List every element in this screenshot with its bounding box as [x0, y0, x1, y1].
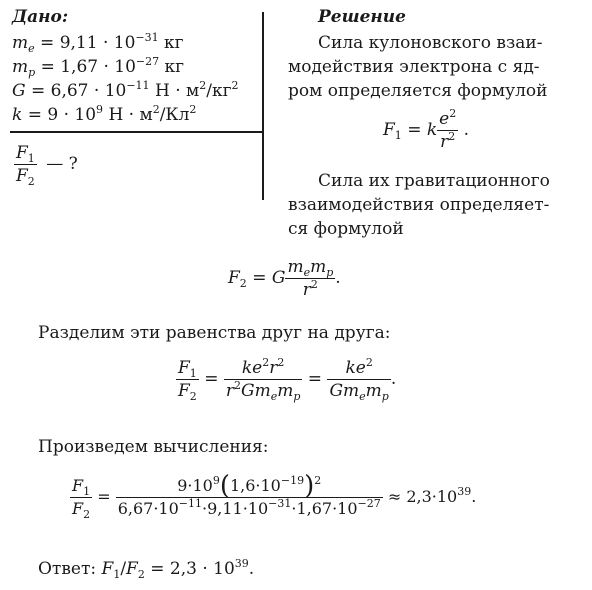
- given-separator: [10, 131, 264, 133]
- para1-line3: ром определяется формулой: [288, 81, 548, 101]
- formula-ratio: $\frac{F_1}{F_2}$ = $\frac{ke^2r^2}{r^2Gm_em_p}$ = $\frac{ke^2}{Gm_em_p}$ .: [178, 356, 397, 403]
- para2-line3: ся формулой: [288, 219, 404, 239]
- para1-line2: модействия электрона с яд-: [288, 57, 540, 77]
- given-me: $m_e = 9,11 \cdot 10^{-31}$ кг: [12, 31, 184, 55]
- given-G: $G = 6,67 \cdot 10^{-11}$ $Н \cdot м^2/кг^2$: [12, 79, 239, 101]
- formula-compute: $\frac{F_1}{F_2}$ = $\frac{9\cdot 10^9(1,6\cdot 10^{-19})^2}{6,67\cdot 10^{-11}\cdot 9,11\cdot 10^{-31}\cdot 1,67\cdot 10^{-27}}$ ≈ $2,3\cdot 10^{39}$.: [72, 471, 477, 521]
- formula-F1: $F_1 = k$ $\frac{e^2}{r^2}$ .: [383, 107, 470, 152]
- divide-text: Разделим эти равенства друг на друга:: [38, 323, 391, 343]
- given-heading: Дано:: [12, 7, 69, 27]
- para2-line2: взаимодействия определяет-: [288, 195, 550, 215]
- given-k: $k = 9 \cdot 10^9$ $Н \cdot м^2/Кл^2$: [12, 103, 197, 125]
- given-mp: $m_p = 1,67 \cdot 10^{-27}$ кг: [12, 55, 185, 79]
- find-ratio: $\frac{F_1}{F_2}$ — ?: [16, 143, 78, 188]
- para1-line1: Сила кулоновского взаи-: [318, 33, 543, 53]
- compute-text: Произведем вычисления:: [38, 437, 269, 457]
- formula-F2: $F_2 = G$ $\frac{m_em_p}{r^2}$ .: [228, 257, 341, 300]
- answer: Ответ: $F_1/F_2 = 2,3 \cdot 10^{39}$.: [38, 557, 255, 581]
- given-vertical-rule: [262, 12, 264, 200]
- para2-line1: Сила их гравитационного: [318, 171, 550, 191]
- solution-heading: Решение: [318, 7, 406, 27]
